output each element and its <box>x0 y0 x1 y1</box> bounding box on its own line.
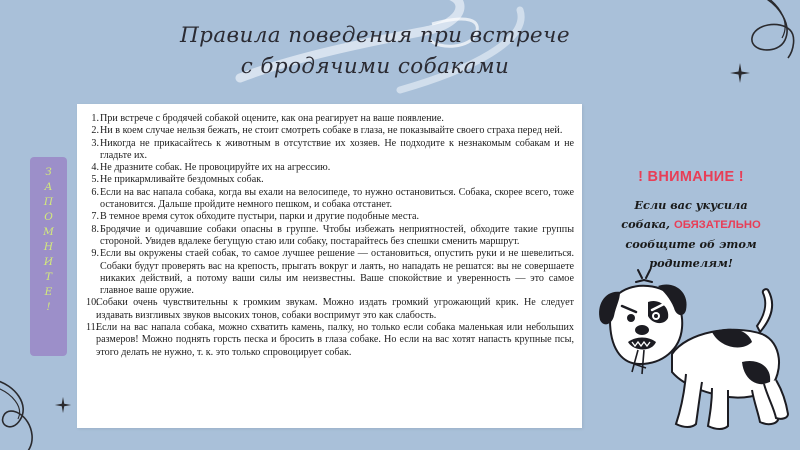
rule-item <box>91 174 574 186</box>
rule-item <box>91 248 574 297</box>
rule-text: Если вы окружены стаей собак, то самое лучшее решение — остановиться, опустить руки и не шевелиться. Собаки будут проверять вас на крепость, прыгать вокруг и лаять, но нападать не решатся: вы не совершаете никаких действий, а потому ваши силы им неизвестны. Ваше спокойствие и уверенность — это самое главное ваше оружие. <box>100 248 574 297</box>
rule-number: 4. <box>91 162 99 174</box>
rule-text: В темное время суток обходите пустыри, парки и другие подобные места. <box>100 211 419 223</box>
rule-item <box>91 125 574 137</box>
ribbon-letter: ! <box>46 301 51 313</box>
rule-item <box>86 297 574 322</box>
rule-text: При встрече с бродячей собакой оцените, как она реагирует на ваше появление. <box>100 113 444 124</box>
rule-text: Никогда не прикасайтесь к животным в отсутствие их хозяев. Не подходите к незнакомым собакам и не гладьте их. <box>100 137 574 161</box>
title-line-2: с бродячими собаками <box>240 54 510 79</box>
sparkle-star-icon <box>54 396 72 414</box>
ribbon-letter: З <box>45 166 52 178</box>
remember-ribbon <box>30 157 67 356</box>
ribbon-letter: Е <box>44 286 53 298</box>
rule-text: Собаки очень чувствительны к громким звукам. Можно издать громкий угрожающий крик. Не следует издавать визгливых звуков высоких тонов, собаки воспримут это как слабость. <box>96 297 574 321</box>
attention-title: ! ВНИМАНИЕ ! <box>638 169 744 185</box>
angry-dog-icon <box>592 262 800 442</box>
rules-card <box>77 104 582 428</box>
rule-item <box>91 187 574 212</box>
rule-item <box>91 138 574 163</box>
title-line-1: Правила поведения при встрече <box>180 23 570 48</box>
rule-number: 1. <box>91 113 99 124</box>
attention-line-2a: собака, <box>621 217 674 231</box>
rule-number: 8. <box>91 223 99 235</box>
rule-item <box>91 162 574 174</box>
ribbon-letter: О <box>44 211 53 223</box>
bottom-left-scribble-icon <box>0 375 60 450</box>
rule-item <box>91 211 574 223</box>
rule-text: Не прикармливайте бездомных собак. <box>100 174 264 186</box>
ribbon-letter: П <box>43 196 54 208</box>
rule-text: Бродячие и одичавшие собаки опасны в группе. Чтобы избежать неприятностей, обходите такие группы стороной. Увидев вдалеке бегущую стаю или собаку, постарайтесь без спешки сменить маршрут. <box>100 223 574 247</box>
attention-line-4: родителям! <box>649 256 733 270</box>
rule-number: 9. <box>91 248 99 260</box>
rule-number: 2. <box>91 125 99 137</box>
ribbon-letter: А <box>44 181 53 193</box>
attention-line-1: Если вас укусила <box>634 198 748 212</box>
rule-item <box>91 224 574 249</box>
rules-list <box>77 104 582 359</box>
ribbon-letter: И <box>43 256 54 268</box>
ribbon-letter: М <box>43 226 54 238</box>
rule-number: 10. <box>86 297 99 309</box>
rule-text: Если на вас напала собака, когда вы ехали на велосипеде, то нужно остановиться. Собака, скорее всего, тоже остановится. Дальше пройдите немного пешком, и собака отстанет. <box>100 186 574 211</box>
rule-number: 11. <box>86 322 99 334</box>
sparkle-star-icon <box>729 62 751 84</box>
top-right-scribble-icon <box>730 0 800 70</box>
remember-ribbon-text <box>30 165 67 315</box>
rule-number: 3. <box>91 137 99 149</box>
rule-item <box>86 322 574 359</box>
page-title <box>150 20 600 82</box>
rule-number: 6. <box>91 186 99 198</box>
rule-text: Ни в коем случае нельзя бежать, не стоит смотреть собаке в глаза, не показывайте своего страха перед ней. <box>100 125 563 137</box>
attention-line-3: сообщите об этом <box>625 237 757 251</box>
rule-number: 5. <box>91 174 99 186</box>
rule-text: Если на вас напала собака, можно схватить камень, палку, но только если собака маленькая или небольших размеров! Можно поднять горсть песка и бросить в глаза собаке. Но если на вас хотят напасть крупные псы, этого делать не нужно, т. к. это только спровоцирует собак. <box>96 322 574 358</box>
rule-text: Не дразните собак. Не провоцируйте их на агрессию. <box>100 162 331 174</box>
rule-item <box>91 113 574 125</box>
attention-emphasis: ОБЯЗАТЕЛЬНО <box>673 219 761 231</box>
ribbon-letter: Н <box>43 241 54 253</box>
attention-line-2 <box>596 215 786 235</box>
ribbon-letter: Т <box>44 271 52 283</box>
rule-number: 7. <box>91 211 99 223</box>
